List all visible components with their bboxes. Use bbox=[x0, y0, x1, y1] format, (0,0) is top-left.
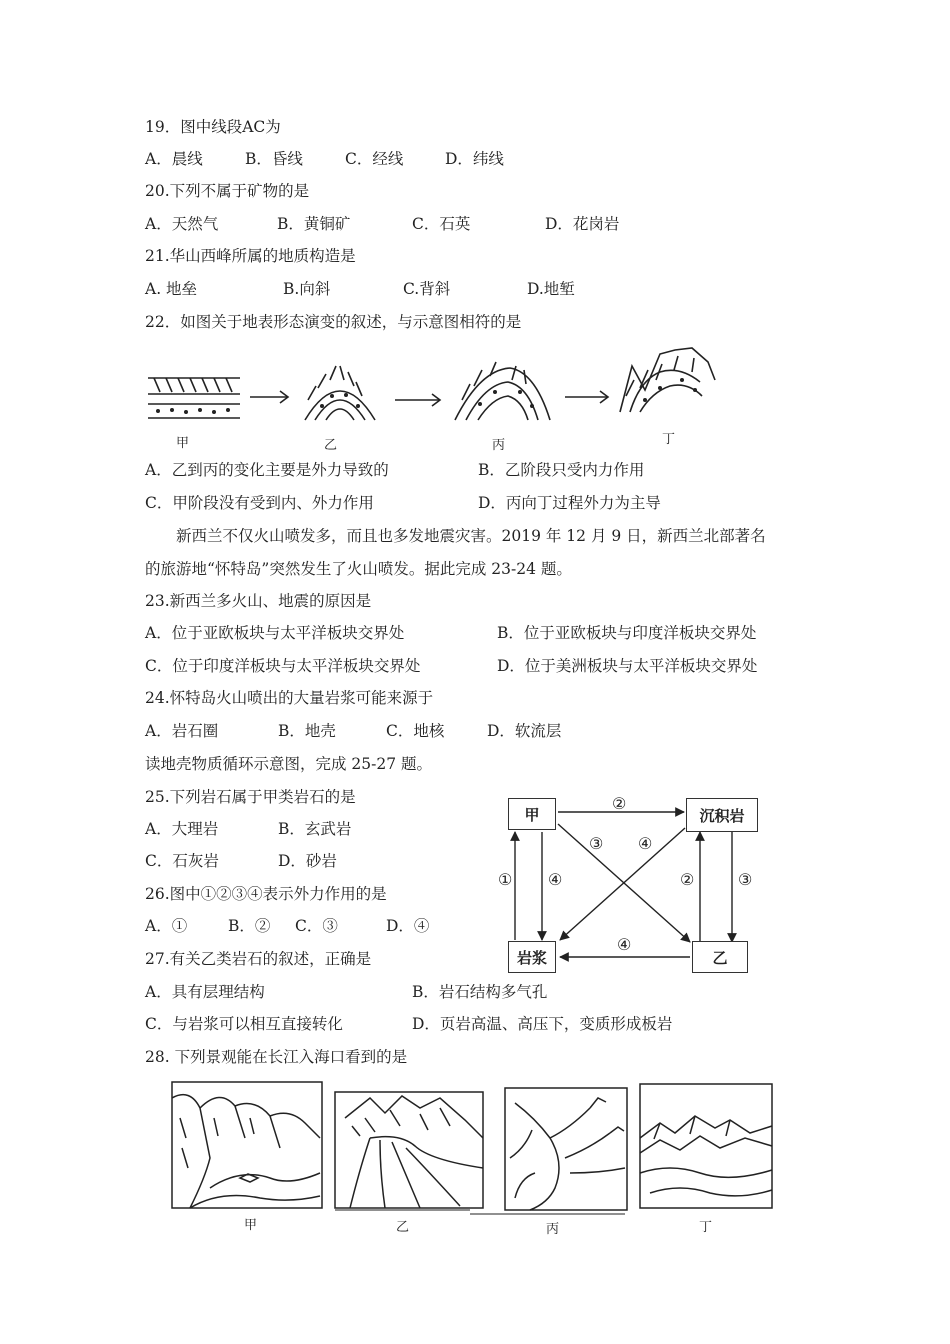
q23-option-b: B．位于亚欧板块与印度洋板块交界处 bbox=[497, 624, 757, 642]
q19-stem: 19．图中线段AC为 bbox=[145, 118, 281, 136]
q23-option-a: A．位于亚欧板块与太平洋板块交界处 bbox=[145, 624, 405, 642]
fig28-label-jia: 甲 bbox=[244, 1218, 258, 1233]
q19-option-b: B．昏线 bbox=[245, 150, 303, 168]
process-4-label-bottom: ④ bbox=[617, 935, 632, 954]
fig28-label-ding: 丁 bbox=[699, 1220, 713, 1235]
process-4-label-diag: ④ bbox=[638, 834, 653, 853]
sedimentary-rock-box: 沉积岩 bbox=[686, 798, 758, 832]
fig28-label-bing: 丙 bbox=[546, 1222, 560, 1237]
process-3-label-diag: ③ bbox=[589, 834, 604, 853]
q20-option-b: B．黄铜矿 bbox=[277, 215, 351, 233]
q22-option-c: C．甲阶段没有受到内、外力作用 bbox=[145, 494, 374, 512]
fig22-label-jia: 甲 bbox=[176, 436, 190, 451]
q24-option-c: C．地核 bbox=[386, 722, 445, 740]
fig22-label-bing: 丙 bbox=[492, 438, 506, 453]
q25-option-d: D．砂岩 bbox=[278, 852, 337, 870]
q27-stem: 27.有关乙类岩石的叙述，正确是 bbox=[145, 950, 372, 968]
q24-option-d: D．软流层 bbox=[487, 722, 562, 740]
q23-stem: 23.新西兰多火山、地震的原因是 bbox=[145, 592, 372, 610]
q19-option-a: A．晨线 bbox=[145, 150, 203, 168]
q24-option-b: B．地壳 bbox=[278, 722, 336, 740]
rock-jia-box: 甲 bbox=[508, 798, 556, 830]
q19-option-d: D．纬线 bbox=[445, 150, 504, 168]
q23-option-c: C．位于印度洋板块与太平洋板块交界处 bbox=[145, 657, 421, 675]
landform-evolution-figure bbox=[140, 340, 720, 455]
q22-option-a: A．乙到丙的变化主要是外力导致的 bbox=[145, 461, 389, 479]
q21-option-d: D.地堑 bbox=[527, 280, 575, 298]
q26-option-b: B．② bbox=[228, 917, 271, 935]
q25-stem: 25.下列岩石属于甲类岩石的是 bbox=[145, 788, 356, 806]
landscape-figures bbox=[170, 1078, 775, 1218]
q20-option-d: D．花岗岩 bbox=[545, 215, 620, 233]
process-3-label-right: ③ bbox=[738, 870, 753, 889]
q21-option-a: A. 地垒 bbox=[145, 280, 198, 298]
passage-rock-cycle: 读地壳物质循环示意图，完成 25-27 题。 bbox=[145, 755, 433, 773]
magma-box: 岩浆 bbox=[508, 941, 556, 973]
q22-stem: 22．如图关于地表形态演变的叙述，与示意图相符的是 bbox=[145, 313, 522, 331]
q26-option-a: A．① bbox=[145, 917, 188, 935]
process-2-label-top: ② bbox=[612, 794, 627, 813]
passage-new-zealand-line2: 的旅游地“怀特岛”突然发生了火山喷发。据此完成 23-24 题。 bbox=[145, 560, 572, 578]
q21-option-c: C.背斜 bbox=[403, 280, 451, 298]
rock-yi-box: 乙 bbox=[692, 941, 748, 973]
q27-option-a: A．具有层理结构 bbox=[145, 983, 265, 1001]
q21-option-b: B.向斜 bbox=[283, 280, 331, 298]
q19-option-c: C．经线 bbox=[345, 150, 404, 168]
q25-option-a: A．大理岩 bbox=[145, 820, 219, 838]
q23-option-d: D．位于美洲板块与太平洋板块交界处 bbox=[497, 657, 758, 675]
q20-stem: 20.下列不属于矿物的是 bbox=[145, 182, 310, 200]
fig22-label-ding: 丁 bbox=[662, 432, 676, 447]
fig22-label-yi: 乙 bbox=[324, 438, 338, 453]
q27-option-c: C．与岩浆可以相互直接转化 bbox=[145, 1015, 343, 1033]
q24-stem: 24.怀特岛火山喷出的大量岩浆可能来源于 bbox=[145, 689, 434, 707]
q26-option-c: C．③ bbox=[295, 917, 338, 935]
q22-option-b: B．乙阶段只受内力作用 bbox=[478, 461, 645, 479]
process-2-label-right: ② bbox=[680, 870, 695, 889]
fig28-label-yi: 乙 bbox=[396, 1220, 410, 1235]
q21-stem: 21.华山西峰所属的地质构造是 bbox=[145, 247, 356, 265]
q27-option-b: B．岩石结构多气孔 bbox=[412, 983, 548, 1001]
passage-new-zealand-line1: 新西兰不仅火山喷发多，而且也多发地震灾害。2019 年 12 月 9 日，新西兰北部著名 bbox=[176, 527, 766, 545]
q26-option-d: D．④ bbox=[386, 917, 430, 935]
q20-option-c: C．石英 bbox=[412, 215, 471, 233]
q22-option-d: D．丙向丁过程外力为主导 bbox=[478, 494, 661, 512]
q25-option-b: B．玄武岩 bbox=[278, 820, 352, 838]
q28-stem: 28. 下列景观能在长江入海口看到的是 bbox=[145, 1048, 408, 1066]
q24-option-a: A．岩石圈 bbox=[145, 722, 219, 740]
q26-stem: 26.图中①②③④表示外力作用的是 bbox=[145, 885, 387, 903]
process-1-label: ① bbox=[498, 870, 513, 889]
q25-option-c: C．石灰岩 bbox=[145, 852, 219, 870]
q20-option-a: A．天然气 bbox=[145, 215, 219, 233]
process-4-label-left: ④ bbox=[548, 870, 563, 889]
q27-option-d: D．页岩高温、高压下，变质形成板岩 bbox=[412, 1015, 673, 1033]
